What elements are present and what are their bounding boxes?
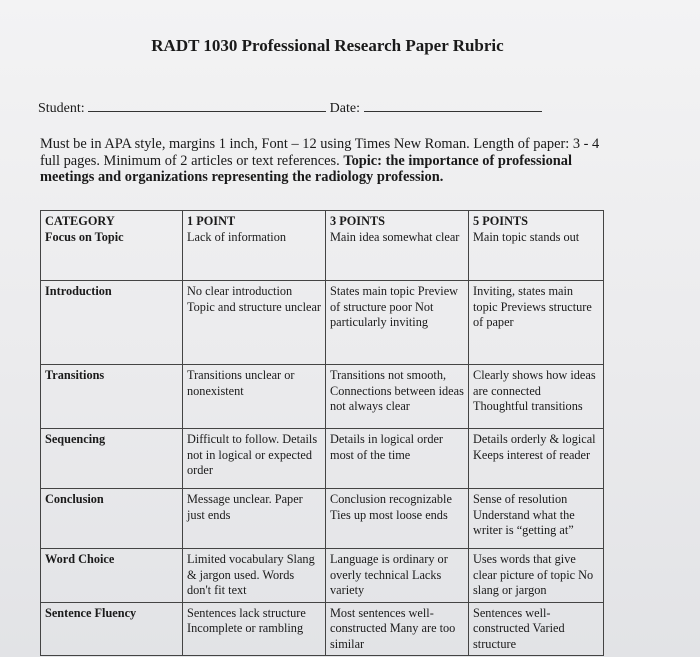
header-1-point: 1 POINT [187,214,236,228]
score-5-cell: Inviting, states main topic Previews structure of paper [469,281,604,365]
score-1-cell: Limited vocabulary Slang & jargon used. Words don't fit text [183,549,326,603]
category-cell: Introduction [41,281,183,365]
score-5-cell: Sense of resolution Understand what the writer is “getting at” [469,489,604,549]
rubric-table [40,210,604,656]
focus-5-points: Main topic stands out [473,229,580,244]
score-1-cell: Sentences lack structure Incomplete or rambling [183,602,326,656]
score-5-cell: Uses words that give clear picture of topic No slang or jargon [469,549,604,603]
category-cell: Conclusion [41,489,183,549]
table-row-word-choice [41,549,604,603]
page-title: RADT 1030 Professional Research Paper Rubric [151,36,504,55]
table-row-sequencing [41,429,604,489]
header-cell-category [41,211,183,281]
focus-1-point: Lack of information [187,229,287,244]
topic-text: Topic: the importance of professional meetings and organizations representing the radiology profession. [40,152,572,185]
student-underline [88,97,326,112]
instructions-text: Must be in APA style, margins 1 inch, Font – 12 using Times New Roman. Length of paper: 3 - 4 full pages. Minimum of 2 articles or text references. [40,136,600,169]
header-5-points: 5 POINTS [473,214,529,228]
header-cell-5-points [469,211,604,281]
table-row-sentence-fluency [41,602,604,656]
category-cell: Transitions [41,365,183,429]
score-1-cell: Difficult to follow. Details not in logical or expected order [183,429,326,489]
focus-3-points: Main idea somewhat clear [330,229,460,244]
score-5-cell: Clearly shows how ideas are connected Thoughtful transitions [469,365,604,429]
date-underline [364,97,542,112]
header-3-points: 3 POINTS [330,214,386,228]
instructions-paragraph [40,136,620,186]
category-cell: Sentence Fluency [41,602,183,656]
table-row-conclusion [41,489,604,549]
student-label: Student: [38,101,85,116]
date-label: Date: [329,101,360,116]
score-3-cell: Most sentences well-constructed Many are too similar [326,602,469,656]
score-3-cell: Language is ordinary or overly technical Lacks variety [326,549,469,603]
score-5-cell: Details orderly & logical Keeps interest of reader [469,429,604,489]
header-cell-1-point [183,211,326,281]
category-cell: Sequencing [41,429,183,489]
score-1-cell: Transitions unclear or nonexistent [183,365,326,429]
header-category: CATEGORY [45,214,115,228]
header-cell-3-points [326,211,469,281]
score-1-cell: No clear introduction Topic and structure unclear [183,281,326,365]
score-1-cell: Message unclear. Paper just ends [183,489,326,549]
score-3-cell: States main topic Preview of structure poor Not particularly inviting [326,281,469,365]
table-row-introduction [41,281,604,365]
category-focus-on-topic: Focus on Topic [45,229,124,244]
student-date-line [38,97,542,117]
score-3-cell: Conclusion recognizable Ties up most loose ends [326,489,469,549]
score-5-cell: Sentences well-constructed Varied structure [469,602,604,656]
table-row-transitions [41,365,604,429]
score-3-cell: Details in logical order most of the time [326,429,469,489]
score-3-cell: Transitions not smooth, Connections between ideas not always clear [326,365,469,429]
header-row [41,211,604,281]
category-cell: Word Choice [41,549,183,603]
